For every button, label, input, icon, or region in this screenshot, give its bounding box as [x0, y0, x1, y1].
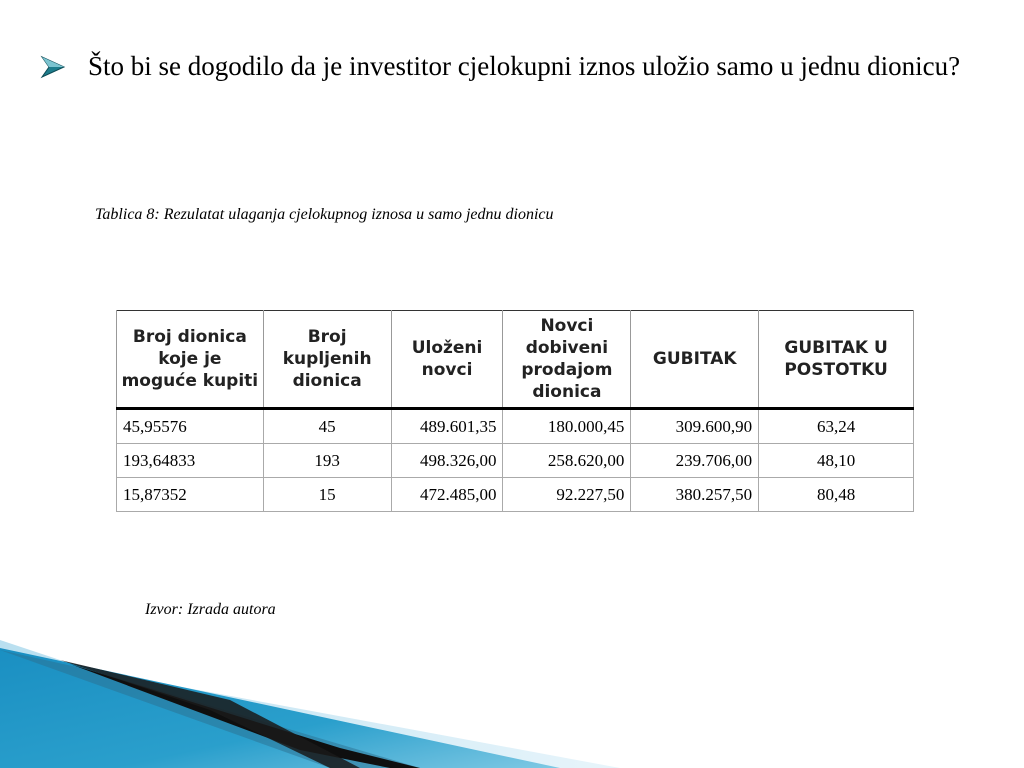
table-cell: 48,10 — [759, 444, 914, 478]
table-cell: 472.485,00 — [391, 478, 503, 512]
table-cell: 498.326,00 — [391, 444, 503, 478]
table-cell: 180.000,45 — [503, 409, 631, 444]
table-row — [117, 444, 914, 478]
table-cell: 63,24 — [759, 409, 914, 444]
source-note: Izvor: Izrada autora — [145, 601, 276, 618]
table-cell: 80,48 — [759, 478, 914, 512]
decorative-footer-swoosh — [0, 640, 1024, 768]
table-cell: 489.601,35 — [391, 409, 503, 444]
header-cell: Uloženi novci — [391, 311, 503, 409]
table-row — [117, 409, 914, 444]
results-table — [116, 310, 914, 512]
header-cell: Novci dobiveni prodajom dionica — [503, 311, 631, 409]
header-cell: GUBITAK — [631, 311, 759, 409]
table-cell: 15 — [263, 478, 391, 512]
table-cell: 45,95576 — [117, 409, 264, 444]
header-cell: Broj dionica koje je moguće kupiti — [117, 311, 264, 409]
table-header-row — [117, 311, 914, 409]
header-cell: GUBITAK U POSTOTKU — [759, 311, 914, 409]
table-row — [117, 478, 914, 512]
table-caption: Tablica 8: Rezulatat ulaganja cjelokupnog iznosa u samo jednu dionicu — [95, 206, 554, 223]
table-cell: 92.227,50 — [503, 478, 631, 512]
table-cell: 309.600,90 — [631, 409, 759, 444]
table-cell: 193 — [263, 444, 391, 478]
table-cell: 15,87352 — [117, 478, 264, 512]
table-cell: 380.257,50 — [631, 478, 759, 512]
table-cell: 258.620,00 — [503, 444, 631, 478]
table-cell: 239.706,00 — [631, 444, 759, 478]
bullet-point — [40, 48, 980, 84]
table-cell: 193,64833 — [117, 444, 264, 478]
table-cell: 45 — [263, 409, 391, 444]
arrow-bullet-icon — [40, 54, 66, 80]
bullet-text: Što bi se dogodilo da je investitor cjelokupni iznos uložio samo u jednu dionicu? — [88, 51, 961, 81]
header-cell: Broj kupljenih dionica — [263, 311, 391, 409]
